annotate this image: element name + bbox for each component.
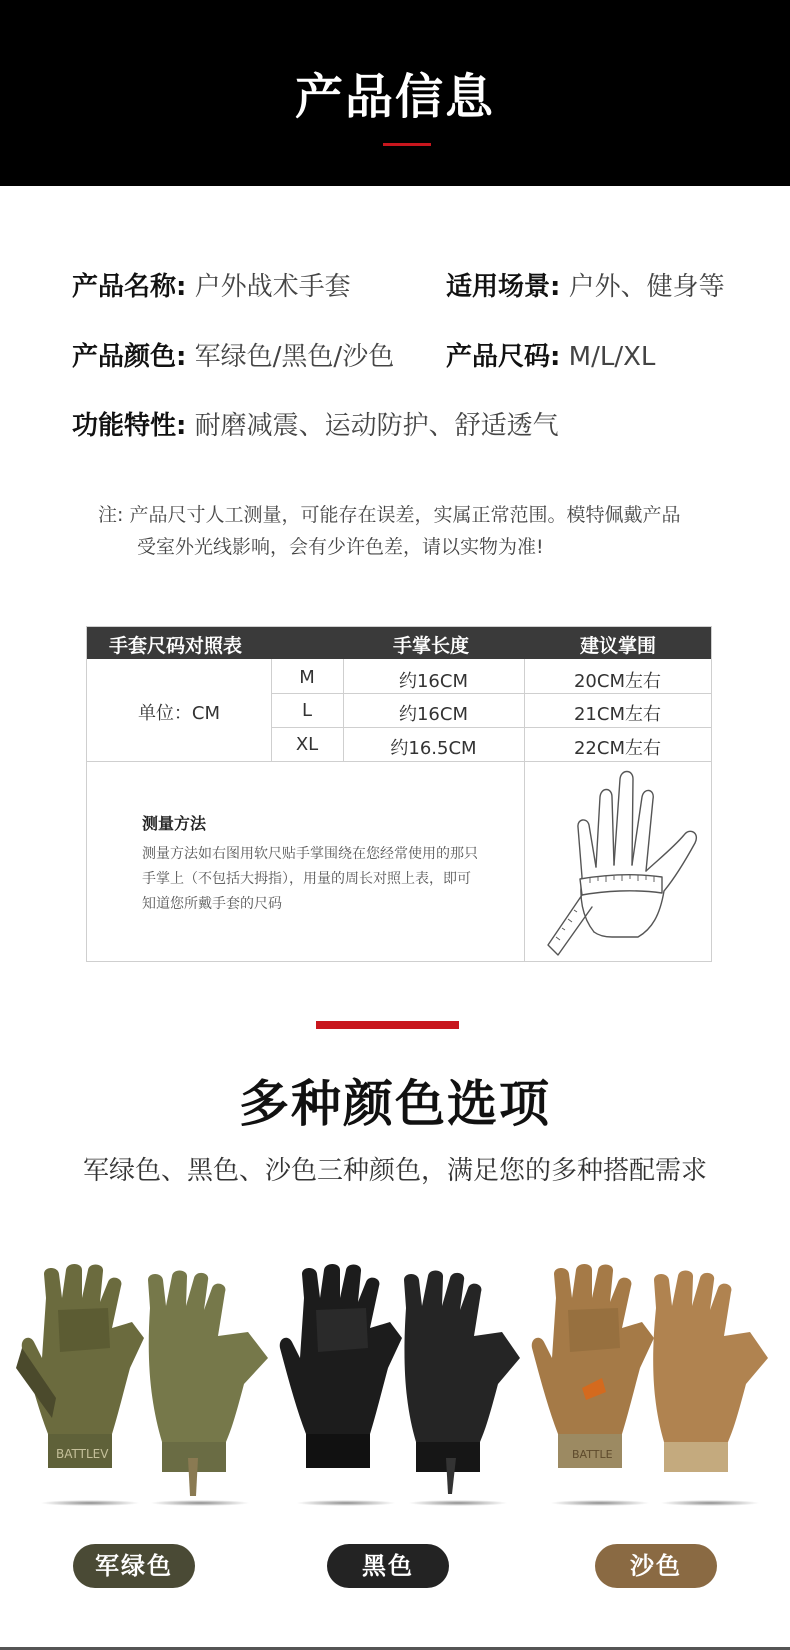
size-key: 产品尺码: bbox=[446, 342, 561, 372]
feature-value: 耐磨减震、运动防护、舒适透气 bbox=[194, 411, 559, 441]
grid-line bbox=[271, 693, 711, 694]
palm-cell: 约16CM bbox=[398, 704, 468, 725]
info-size bbox=[446, 340, 655, 374]
size-value: M/L/XL bbox=[568, 342, 656, 372]
svg-text:BATTLEV: BATTLEV bbox=[56, 1447, 109, 1461]
scene-value: 户外、健身等 bbox=[568, 272, 725, 302]
color-key: 产品颜色: bbox=[72, 342, 187, 372]
glove-image-sand bbox=[522, 1258, 784, 1498]
glove-shadow bbox=[40, 1500, 140, 1506]
svg-text:BATTLE: BATTLE bbox=[572, 1448, 613, 1461]
grid-line bbox=[87, 761, 711, 762]
glove-shadow bbox=[150, 1500, 250, 1506]
measure-method-title: 测量方法 bbox=[142, 814, 207, 833]
colors-title: 多种颜色选项 bbox=[239, 1075, 551, 1133]
measure-method-text: 测量方法如右图用软尺贴手掌围绕在您经常使用的那只手掌上（不包括大拇指），用量的周长对照上表，即可知道您所戴手套的尺码 bbox=[142, 846, 478, 912]
note-line-2: 受室外光线影响，会有少许色差，请以实物为准! bbox=[137, 536, 544, 558]
grid-line bbox=[271, 727, 711, 728]
page-title: 产品信息 bbox=[294, 69, 495, 125]
product-name-value: 户外战术手套 bbox=[194, 272, 351, 302]
girth-cell: 20CM左右 bbox=[573, 671, 661, 692]
hand-measure-illustration bbox=[534, 767, 710, 961]
glove-shadow bbox=[408, 1500, 508, 1506]
product-name-key: 产品名称: bbox=[72, 272, 187, 302]
table-title: 手套尺码对照表 bbox=[109, 635, 243, 657]
size-cell: M bbox=[299, 667, 315, 688]
size-chart-table bbox=[86, 626, 712, 962]
info-color bbox=[72, 340, 394, 374]
girth-cell: 21CM左右 bbox=[573, 704, 661, 725]
info-scene bbox=[446, 270, 725, 304]
col-header-palm: 手掌长度 bbox=[393, 635, 470, 657]
glove-shadow bbox=[660, 1500, 760, 1506]
size-cell: L bbox=[301, 700, 313, 721]
info-product-name bbox=[72, 270, 351, 304]
section-red-bar bbox=[316, 1021, 459, 1029]
glove-image-green bbox=[12, 1258, 282, 1498]
girth-cell: 22CM左右 bbox=[573, 738, 661, 759]
info-feature bbox=[72, 409, 559, 443]
title-underline bbox=[383, 143, 431, 146]
col-header-girth: 建议掌围 bbox=[580, 635, 657, 657]
unit-cell: 单位：CM bbox=[137, 703, 221, 724]
table-header bbox=[87, 627, 711, 659]
color-option-green[interactable]: 军绿色 bbox=[73, 1544, 195, 1588]
note-line-1: 注: 产品尺寸人工测量，可能存在误差，实属正常范围。模特佩戴产品 bbox=[98, 504, 681, 526]
color-value: 军绿色/黑色/沙色 bbox=[194, 342, 395, 372]
glove-image-black bbox=[270, 1258, 536, 1498]
color-option-black[interactable]: 黑色 bbox=[327, 1544, 449, 1588]
scene-key: 适用场景: bbox=[446, 272, 561, 302]
glove-shadow bbox=[296, 1500, 396, 1506]
palm-cell: 约16.5CM bbox=[390, 738, 477, 759]
palm-cell: 约16CM bbox=[398, 671, 468, 692]
feature-key: 功能特性: bbox=[72, 411, 187, 441]
colors-subtitle: 军绿色、黑色、沙色三种颜色，满足您的多种搭配需求 bbox=[82, 1156, 707, 1186]
size-cell: XL bbox=[295, 734, 319, 755]
glove-shadow bbox=[550, 1500, 650, 1506]
color-option-sand[interactable]: 沙色 bbox=[595, 1544, 717, 1588]
